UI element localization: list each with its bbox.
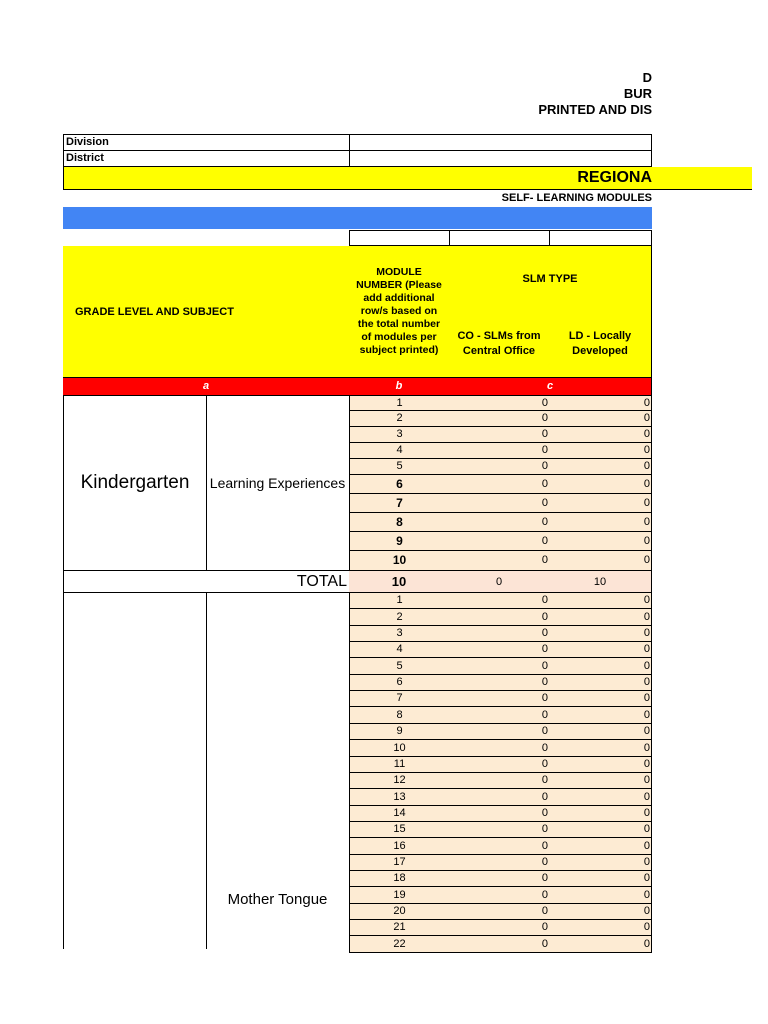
mother-tongue-module-number: 13 [349, 789, 450, 806]
mother-tongue-co-value[interactable]: 0 [449, 838, 550, 855]
mother-tongue-ld-value[interactable]: 0 [549, 822, 652, 838]
kindergarten-ld-value[interactable]: 0 [549, 513, 652, 532]
kindergarten-ld-value[interactable]: 0 [549, 427, 652, 443]
kindergarten-module-number: 6 [349, 475, 450, 494]
mother-tongue-co-value[interactable]: 0 [449, 773, 550, 789]
kindergarten-ld-value[interactable]: 0 [549, 459, 652, 475]
kindergarten-module-number: 4 [349, 443, 450, 459]
mother-tongue-ld-value[interactable]: 0 [549, 920, 652, 936]
subtitle-text: SELF- LEARNING MODULES [501, 192, 652, 204]
kindergarten-grade-cell [63, 396, 207, 571]
mother-tongue-ld-value[interactable]: 0 [549, 642, 652, 658]
mother-tongue-co-value[interactable]: 0 [449, 757, 550, 773]
mother-tongue-module-number: 10 [349, 740, 450, 757]
division-value-cell[interactable] [349, 134, 652, 150]
mother-tongue-ld-value[interactable]: 0 [549, 855, 652, 871]
mother-tongue-co-value[interactable]: 0 [449, 707, 550, 724]
mother-tongue-ld-value[interactable]: 0 [549, 707, 652, 724]
mother-tongue-co-value[interactable]: 0 [449, 789, 550, 806]
regional-title: REGIONA [577, 169, 652, 186]
mother-tongue-co-value[interactable]: 0 [449, 871, 550, 887]
kindergarten-ld-value[interactable]: 0 [549, 475, 652, 494]
mother-tongue-co-value[interactable]: 0 [449, 691, 550, 707]
kindergarten-total-co: 0 [449, 571, 550, 593]
mother-tongue-module-number: 7 [349, 691, 450, 707]
kindergarten-co-value[interactable]: 0 [449, 427, 550, 443]
mother-tongue-ld-value[interactable]: 0 [549, 789, 652, 806]
mother-tongue-module-number: 20 [349, 904, 450, 920]
mother-tongue-ld-value[interactable]: 0 [549, 724, 652, 740]
mother-tongue-ld-value[interactable]: 0 [549, 806, 652, 822]
kindergarten-co-value[interactable]: 0 [449, 475, 550, 494]
co-header [449, 311, 550, 378]
mother-tongue-co-value[interactable]: 0 [449, 724, 550, 740]
kindergarten-co-value[interactable]: 0 [449, 532, 550, 551]
mother-tongue-co-value[interactable]: 0 [449, 626, 550, 642]
kindergarten-co-value[interactable]: 0 [449, 459, 550, 475]
module-number-header [349, 246, 450, 378]
kindergarten-module-number: 3 [349, 427, 450, 443]
mother-tongue-ld-value[interactable]: 0 [549, 773, 652, 789]
kindergarten-total-label: TOTAL [296, 573, 347, 590]
kindergarten-co-value[interactable]: 0 [449, 411, 550, 427]
mother-tongue-ld-value[interactable]: 0 [549, 887, 652, 904]
slm-type-header [449, 246, 652, 312]
mother-tongue-module-number: 19 [349, 887, 450, 904]
mother-tongue-co-value[interactable]: 0 [449, 675, 550, 691]
kindergarten-co-value[interactable]: 0 [449, 443, 550, 459]
ld-header-text: LD - Locally Developed [568, 330, 632, 357]
mother-tongue-ld-value[interactable]: 0 [549, 691, 652, 707]
kindergarten-co-value[interactable]: 0 [449, 551, 550, 571]
slm-type-header-text: SLM TYPE [522, 272, 578, 285]
mother-tongue-module-number: 8 [349, 707, 450, 724]
kindergarten-subject-label: Learning Experiences [209, 475, 346, 491]
mother-tongue-co-value[interactable]: 0 [449, 593, 550, 609]
mother-tongue-module-number: 21 [349, 920, 450, 936]
empty-header-cell-c2 [549, 230, 652, 246]
kindergarten-module-number: 8 [349, 513, 450, 532]
mother-tongue-module-number: 2 [349, 609, 450, 626]
mother-tongue-module-number: 12 [349, 773, 450, 789]
header-line-2: BUR [623, 86, 652, 101]
mother-tongue-co-value[interactable]: 0 [449, 855, 550, 871]
mother-tongue-co-value[interactable]: 0 [449, 904, 550, 920]
mother-tongue-ld-value[interactable]: 0 [549, 740, 652, 757]
grade-level-header-text: GRADE LEVEL AND SUBJECT [75, 305, 234, 318]
grade-level-header [63, 246, 350, 378]
kindergarten-module-number: 5 [349, 459, 450, 475]
regional-banner [63, 167, 752, 190]
kindergarten-total-ld: 10 [549, 571, 652, 593]
blue-bar [63, 207, 652, 229]
mother-tongue-ld-value[interactable]: 0 [549, 626, 652, 642]
mother-tongue-co-value[interactable]: 0 [449, 609, 550, 626]
division-label: Division [63, 134, 350, 150]
kindergarten-ld-value[interactable]: 0 [549, 494, 652, 513]
mother-tongue-ld-value[interactable]: 0 [549, 757, 652, 773]
module-number-header-text: MODULE NUMBER (Please add additional row/s based on the total number of modules per subject printed) [356, 266, 442, 356]
kindergarten-subject-cell [206, 396, 350, 571]
mother-tongue-ld-value[interactable]: 0 [549, 904, 652, 920]
mother-tongue-ld-value[interactable]: 0 [549, 593, 652, 609]
mother-tongue-module-number: 22 [349, 936, 450, 953]
mother-tongue-ld-value[interactable]: 0 [549, 871, 652, 887]
mother-tongue-ld-value[interactable]: 0 [549, 609, 652, 626]
mother-tongue-module-number: 14 [349, 806, 450, 822]
mother-tongue-ld-value[interactable]: 0 [549, 658, 652, 675]
mother-tongue-co-value[interactable]: 0 [449, 806, 550, 822]
column-letter-a: a [63, 378, 350, 396]
header-line-1: D [642, 70, 652, 85]
mother-tongue-module-number: 6 [349, 675, 450, 691]
mother-tongue-ld-value[interactable]: 0 [549, 675, 652, 691]
mother-tongue-module-number: 18 [349, 871, 450, 887]
mother-tongue-module-number: 9 [349, 724, 450, 740]
mother-tongue-co-value[interactable]: 0 [449, 642, 550, 658]
mother-tongue-co-value[interactable]: 0 [449, 887, 550, 904]
co-header-text: CO - SLMs from Central Office [457, 330, 541, 357]
district-label: District [63, 150, 350, 167]
subtitle-row [63, 190, 652, 207]
kindergarten-module-number: 1 [349, 396, 450, 411]
kindergarten-grade-label: Kindergarten [80, 472, 190, 493]
mother-tongue-module-number: 17 [349, 855, 450, 871]
mother-tongue-module-number: 16 [349, 838, 450, 855]
mother-tongue-co-value[interactable]: 0 [449, 822, 550, 838]
mother-tongue-module-number: 11 [349, 757, 450, 773]
kindergarten-ld-value[interactable]: 0 [549, 532, 652, 551]
mother-tongue-subject-cell [206, 593, 350, 949]
mother-tongue-module-number: 1 [349, 593, 450, 609]
kindergarten-ld-value[interactable]: 0 [549, 396, 652, 411]
kindergarten-total-label-cell [63, 571, 350, 593]
kindergarten-total-modules: 10 [349, 571, 450, 593]
kindergarten-module-number: 9 [349, 532, 450, 551]
mother-tongue-co-value[interactable]: 0 [449, 936, 550, 953]
kindergarten-co-value[interactable]: 0 [449, 494, 550, 513]
kindergarten-module-number: 10 [349, 551, 450, 571]
ld-header [549, 311, 652, 378]
mother-tongue-subject-label: Mother Tongue [227, 891, 328, 908]
mother-tongue-co-value[interactable]: 0 [449, 920, 550, 936]
header-block [0, 0, 652, 130]
kindergarten-ld-value[interactable]: 0 [549, 443, 652, 459]
mother-tongue-module-number: 4 [349, 642, 450, 658]
kindergarten-ld-value[interactable]: 0 [549, 411, 652, 427]
column-letter-b: b [349, 378, 450, 396]
mother-tongue-co-value[interactable]: 0 [449, 658, 550, 675]
empty-header-cell-c1 [449, 230, 550, 246]
empty-header-cell-b [349, 230, 450, 246]
kindergarten-ld-value[interactable]: 0 [549, 551, 652, 571]
mother-tongue-module-number: 5 [349, 658, 450, 675]
kindergarten-module-number: 7 [349, 494, 450, 513]
grade-one-cell [63, 593, 207, 949]
district-value-cell[interactable] [349, 150, 652, 167]
mother-tongue-ld-value[interactable]: 0 [549, 936, 652, 953]
header-line-3: PRINTED AND DIS [538, 102, 652, 117]
mother-tongue-ld-value[interactable]: 0 [549, 838, 652, 855]
column-letter-c: c [449, 378, 652, 396]
mother-tongue-co-value[interactable]: 0 [449, 740, 550, 757]
kindergarten-co-value[interactable]: 0 [449, 513, 550, 532]
mother-tongue-module-number: 3 [349, 626, 450, 642]
kindergarten-module-number: 2 [349, 411, 450, 427]
mother-tongue-module-number: 15 [349, 822, 450, 838]
kindergarten-co-value[interactable]: 0 [449, 396, 550, 411]
